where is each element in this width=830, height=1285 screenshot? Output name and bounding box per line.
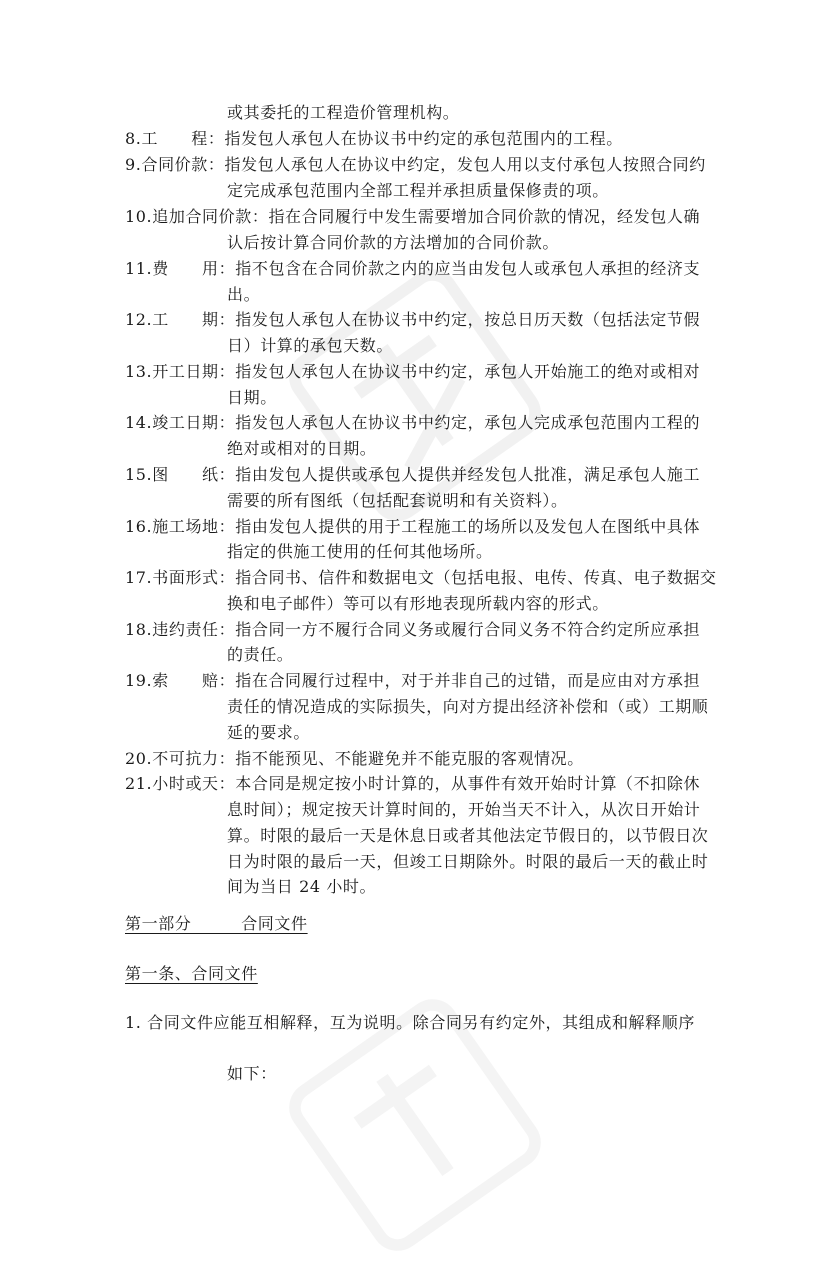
text-line: 责任的情况造成的实际损失，向对方提出经济补偿和（或）工期顺	[227, 697, 709, 716]
definition-item: 16.施工场地：指由发包人提供的用于工程施工的场所以及发包人在图纸中具体	[125, 517, 701, 536]
definition-item: 14.竣工日期：指发包人承包人在协议书中约定，承包人完成承包范围内工程的	[125, 413, 701, 432]
definition-item: 17.书面形式：指合同书、信件和数据电文（包括电报、电传、传真、电子数据交	[125, 568, 717, 587]
definition-item: 19.索 赔：指在合同履行过程中，对于并非自己的过错，而是应由对方承担	[125, 671, 701, 690]
text-line: 息时间）；规定按天计算时间的，开始当天不计入，从次日开始计	[227, 800, 701, 819]
text-line: 认后按计算合同价款的方法增加的合同价款。	[227, 233, 560, 252]
definition-item: 9.合同价款：指发包人承包人在协议中约定，发包人用以支付承包人按照合同约	[125, 155, 706, 174]
part-heading: 第一部分 合同文件	[125, 914, 308, 933]
definition-item: 8.工 程：指发包人承包人在协议书中约定的承包范围内的工程。	[125, 129, 623, 148]
text-line: 需要的所有图纸（包括配套说明和有关资料）。	[227, 491, 568, 510]
text-line: 日为时限的最后一天，但竣工日期除外。时限的最后一天的截止时	[227, 852, 709, 871]
text-line: 的责任。	[227, 645, 294, 664]
clause-item: 1. 合同文件应能互相解释，互为说明。除合同另有约定外，其组成和解释顺序	[125, 1013, 695, 1032]
text-line: 日）计算的承包天数。	[227, 336, 394, 355]
definition-item: 18.违约责任：指合同一方不履行合同义务或履行合同义务不符合约定所应承担	[125, 620, 701, 639]
article-heading: 第一条、合同文件	[125, 964, 258, 983]
text-line: 如下：	[227, 1064, 277, 1083]
text-line: 换和电子邮件）等可以有形地表现所载内容的形式。	[227, 594, 609, 613]
text-line: 延的要求。	[227, 723, 311, 742]
text-line: 算。时限的最后一天是休息日或者其他法定节假日的，以节假日次	[227, 826, 709, 845]
text-line: 绝对或相对的日期。	[227, 439, 377, 458]
text-line: 或其委托的工程造价管理机构。	[227, 103, 460, 122]
text-line: 指定的供施工使用的任何其他场所。	[227, 542, 493, 561]
definition-item: 20.不可抗力：指不能预见、不能避免并不能克服的客观情况。	[125, 749, 584, 768]
text-line: 日期。	[227, 388, 277, 407]
definition-item: 13.开工日期：指发包人承包人在协议书中约定，承包人开始施工的绝对或相对	[125, 362, 701, 381]
text-line: 出。	[227, 285, 261, 304]
definition-item: 15.图 纸：指由发包人提供或承包人提供并经发包人批准，满足承包人施工	[125, 465, 701, 484]
definition-item: 21.小时或天：本合同是规定按小时计算的，从事件有效开始时计算（不扣除休	[125, 774, 701, 793]
definition-item: 12.工 期：指发包人承包人在协议书中约定，按总日历天数（包括法定节假	[125, 310, 701, 329]
definition-item: 10.追加合同价款：指在合同履行中发生需要增加合同价款的情况，经发包人确	[125, 207, 701, 226]
definition-item: 11.费 用：指不包含在合同价款之内的应当由发包人或承包人承担的经济支	[125, 259, 701, 278]
text-line: 间为当日 24 小时。	[227, 877, 377, 896]
text-line: 定完成承包范围内全部工程并承担质量保修责的项。	[227, 181, 609, 200]
